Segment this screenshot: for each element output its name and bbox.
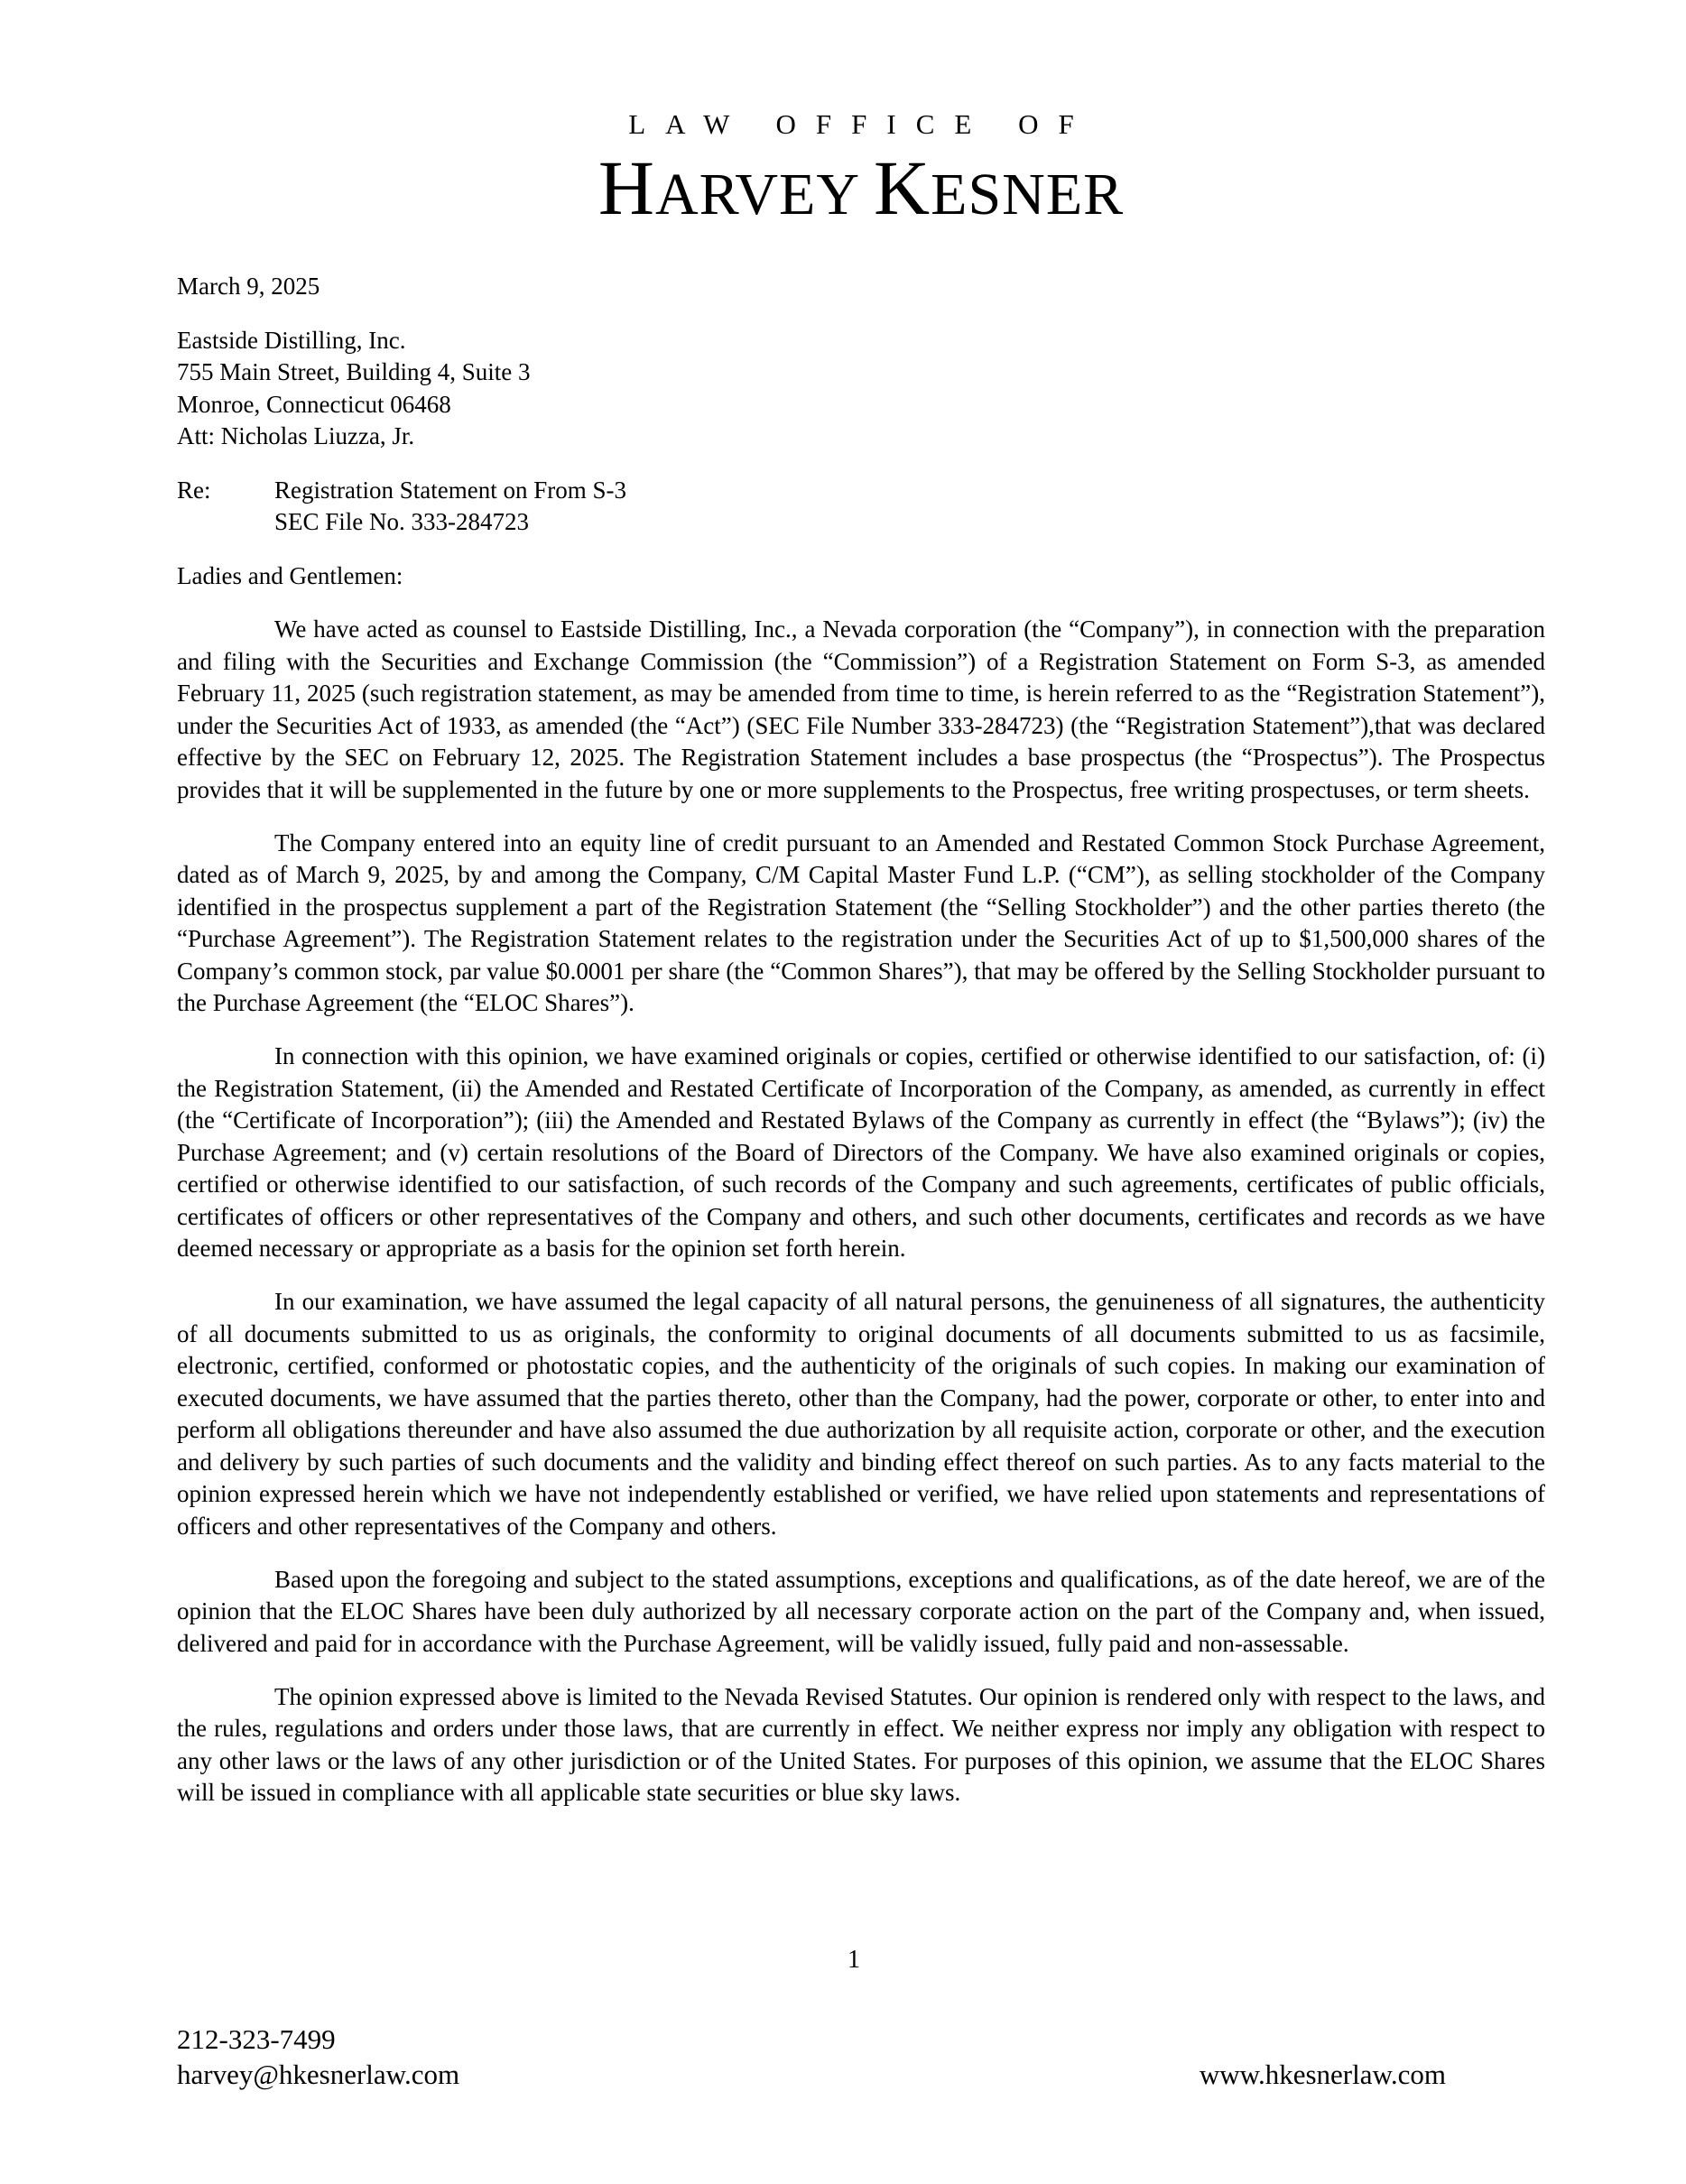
letterhead xyxy=(0,106,1686,238)
footer-phone: 212-323-7499 xyxy=(177,2023,336,2055)
letterhead-top-line: LAW OFFICE OF xyxy=(628,108,1094,140)
recipient-address xyxy=(177,325,1545,453)
recipient-street: 755 Main Street, Building 4, Suite 3 xyxy=(177,358,531,385)
subject-text xyxy=(274,475,626,539)
recipient-attention: Att: Nicholas Liuzza, Jr. xyxy=(177,422,415,449)
footer-website[interactable]: www.hkesnerlaw.com xyxy=(1199,2059,1446,2090)
paragraph: In our examination, we have assumed the legal capacity of all natural persons, the genuineness of all signatures, the authenticity of all documents submitted to us as originals, the conformity to original documents of all documents submitted to us as facsimile, electronic, certified, conformed or photostatic copies, and the authenticity of the originals of such copies. In making our examination of executed documents, we have assumed that the parties thereto, other than the Company, had the power, corporate or other, to enter into and perform all obligations thereunder and have also assumed the due authorization by all requisite action, corporate or other, and the execution and delivery by such parties of such documents and the validity and binding effect thereof on such parties. As to any facts material to the opinion expressed herein which we have not independently established or verified, we have relied upon statements and representations of officers and other representatives of the Company and others. xyxy=(177,1288,1545,1540)
letter-date: March 9, 2025 xyxy=(177,273,320,300)
letterhead-name-last-cap: K xyxy=(874,144,931,231)
page-number: 1 xyxy=(848,1946,860,1974)
subject-line xyxy=(177,475,1545,539)
footer-email[interactable]: harvey@hkesnerlaw.com xyxy=(177,2059,460,2090)
recipient-city: Monroe, Connecticut 06468 xyxy=(177,390,451,418)
footer-contact xyxy=(177,2022,459,2092)
subject-line-2: SEC File No. 333-284723 xyxy=(274,508,530,535)
paragraph: The Company entered into an equity line of credit pursuant to an Amended and Restated Common Stock Purchase Agreement, dated as of March 9, 2025, by and among the Company, C/M Capital Master Fund L.P. (“CM”), as selling stockholder of the Company identified in the prospectus supplement a part of the Registration Statement (the “Selling Stockholder”) and the other parties thereto (the “Purchase Agreement”). The Registration Statement relates to the registration under the Securities Act of up to $1,500,000 shares of the Company’s common stock, par value $0.0001 per share (the “Common Shares”), that may be offered by the Selling Stockholder pursuant to the Purchase Agreement (the “ELOC Shares”). xyxy=(177,828,1545,1016)
letterhead-name-first-rest: ARVEY xyxy=(654,162,875,227)
paragraph: Based upon the foregoing and subject to the stated assumptions, exceptions and qualifications, as of the date hereof, we are of the opinion that the ELOC Shares have been duly authorized by all necessary corporate action on the part of the Company and, when issued, delivered and paid for in accordance with the Purchase Agreement, will be validly issued, fully paid and non-assessable. xyxy=(177,1565,1545,1657)
subject-line-1: Registration Statement on From S-3 xyxy=(274,476,626,504)
letter-body xyxy=(177,271,1545,1830)
letterhead-firm-name xyxy=(36,144,1686,238)
salutation: Ladies and Gentlemen: xyxy=(177,561,403,589)
recipient-company: Eastside Distilling, Inc. xyxy=(177,326,406,354)
letterhead-name-first-cap: H xyxy=(598,144,655,231)
paragraph: In connection with this opinion, we have examined originals or copies, certified or otherwise identified to our satisfaction, of: (i) the Registration Statement, (ii) the Amended and Restated Certificate of Incorporation of the Company, as amended, as currently in effect (the “Certificate of Incorporation”); (iii) the Amended and Restated Bylaws of the Company as currently in effect (the “Bylaws”); (iv) the Purchase Agreement; and (v) certain resolutions of the Board of Directors of the Company. We have also examined originals or copies, certified or otherwise identified to our satisfaction, of such records of the Company and such agreements, certificates of public officials, certificates of officers or other representatives of the Company and others, and such other documents, certificates and records as we have deemed necessary or appropriate as a basis for the opinion set forth herein. xyxy=(177,1042,1545,1262)
subject-label: Re: xyxy=(177,476,211,504)
paragraph: The opinion expressed above is limited to the Nevada Revised Statutes. Our opinion is rendered only with respect to the laws, and the rules, regulations and orders under those laws, that are currently in effect. We neither express nor imply any obligation with respect to any other laws or the laws of any other jurisdiction or of the United States. For purposes of this opinion, we assume that the ELOC Shares will be issued in compliance with all applicable state securities or blue sky laws. xyxy=(177,1682,1545,1806)
paragraph: We have acted as counsel to Eastside Distilling, Inc., a Nevada corporation (the “Company”), in connection with the preparation and filing with the Securities and Exchange Commission (the “Commission”) of a Registration Statement on Form S-3, as amended February 11, 2025 (such registration statement, as may be amended from time to time, is herein referred to as the “Registration Statement”), under the Securities Act of 1933, as amended (the “Act”) (SEC File Number 333-284723) (the “Registration Statement”),that was declared effective by the SEC on February 12, 2025. The Registration Statement includes a base prospectus (the “Prospectus”). The Prospectus provides that it will be supplemented in the future by one or more supplements to the Prospectus, free writing prospectuses, or term sheets. xyxy=(177,615,1545,803)
letterhead-name-last-rest: ESNER xyxy=(931,162,1125,227)
